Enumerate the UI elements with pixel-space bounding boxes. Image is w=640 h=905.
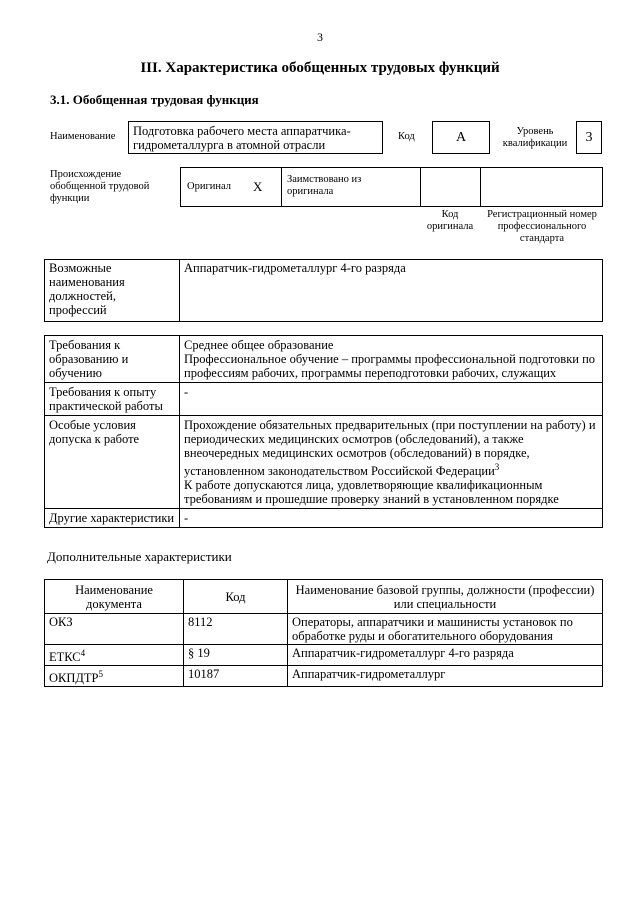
code-label: Код bbox=[398, 131, 415, 142]
code-original-label: Код оригинала bbox=[426, 209, 474, 232]
req-experience-label: Требования к опыту практической работы bbox=[45, 383, 180, 416]
row-doc: ОКЗ bbox=[45, 614, 184, 645]
origin-box bbox=[180, 167, 603, 207]
footnote-marker: 5 bbox=[98, 669, 104, 680]
req-admission-label: Особые условия допуска к работе bbox=[45, 416, 180, 509]
level-value: 3 bbox=[576, 121, 602, 154]
req-other-value: - bbox=[180, 509, 603, 528]
col-header-name: Наименование базовой группы, должности (профессии) или специальности bbox=[288, 580, 603, 614]
table-row bbox=[45, 614, 603, 645]
row-code: 10187 bbox=[184, 666, 288, 687]
req-education-line: Профессиональное обучение – программы профессиональной подготовки по профессиям рабочих, программы переподготовки рабочих, служащих bbox=[184, 352, 596, 380]
code-value: A bbox=[432, 121, 490, 154]
additional-title: Дополнительные характеристики bbox=[47, 549, 232, 564]
divider bbox=[420, 168, 421, 206]
name-label: Наименование bbox=[50, 131, 116, 142]
subsection-title: 3.1. Обобщенная трудовая функция bbox=[50, 92, 259, 107]
positions-value: Аппаратчик-гидрометаллург 4-го разряда bbox=[180, 260, 603, 322]
section-title: III. Характеристика обобщенных трудовых функций bbox=[140, 60, 500, 76]
table-row bbox=[45, 666, 603, 687]
req-experience-value: - bbox=[180, 383, 603, 416]
req-admission-value bbox=[180, 416, 603, 509]
req-admission-line bbox=[184, 418, 598, 478]
page-number: 3 bbox=[317, 30, 323, 44]
row-code: § 19 bbox=[184, 645, 288, 666]
positions-table bbox=[44, 259, 603, 322]
positions-label: Возможные наименования должностей, профессий bbox=[45, 260, 180, 322]
requirements-table bbox=[44, 335, 603, 528]
row-doc bbox=[45, 645, 184, 666]
req-admission-line: К работе допускаются лица, удовлетворяющие квалификационным требованиям и прошедшие проверку знаний в установленном порядке bbox=[184, 478, 559, 507]
divider bbox=[480, 168, 481, 206]
borrowed-label: Заимствовано из оригинала bbox=[287, 174, 362, 197]
row-code: 8112 bbox=[184, 614, 288, 645]
additional-table bbox=[44, 579, 603, 687]
original-mark: X bbox=[253, 179, 263, 194]
divider bbox=[281, 168, 282, 206]
row-doc bbox=[45, 666, 184, 687]
row-name: Аппаратчик-гидрометаллург 4-го разряда bbox=[288, 645, 603, 666]
table-row bbox=[45, 645, 603, 666]
level-label: Уровень квалификации bbox=[502, 126, 568, 149]
origin-label: Происхождение обобщенной трудовой функции bbox=[50, 169, 150, 204]
req-admission-text: Прохождение обязательных предварительных (при поступлении на работу) и периодических медицинских осмотров (обследований), а также внеочередных медицинских осмотров (обследований) в порядке, установленном законодательством Российской Федерации bbox=[184, 418, 596, 479]
row-doc-text: ОКПДТР bbox=[49, 671, 99, 686]
footnote-marker: 3 bbox=[494, 462, 500, 472]
col-header-document: Наименование документа bbox=[45, 580, 184, 614]
row-name: Операторы, аппаратчики и машинисты установок по обработке руды и обогатительного оборудования bbox=[288, 614, 603, 645]
row-doc-text: ЕТКС bbox=[49, 650, 81, 665]
footnote-marker: 4 bbox=[80, 648, 86, 658]
col-header-code: Код bbox=[184, 580, 288, 614]
reg-number-label: Регистрационный номер профессионального стандарта bbox=[487, 209, 597, 244]
req-other-label: Другие характеристики bbox=[45, 509, 180, 528]
req-education-value bbox=[180, 336, 603, 383]
original-label: Оригинал bbox=[187, 181, 231, 192]
req-education-line: Среднее общее образование bbox=[184, 338, 334, 352]
req-education-label: Требования к образованию и обучению bbox=[45, 336, 180, 383]
row-name: Аппаратчик-гидрометаллург bbox=[288, 666, 603, 687]
name-value: Подготовка рабочего места аппаратчика-гидрометаллурга в атомной отрасли bbox=[128, 121, 383, 154]
